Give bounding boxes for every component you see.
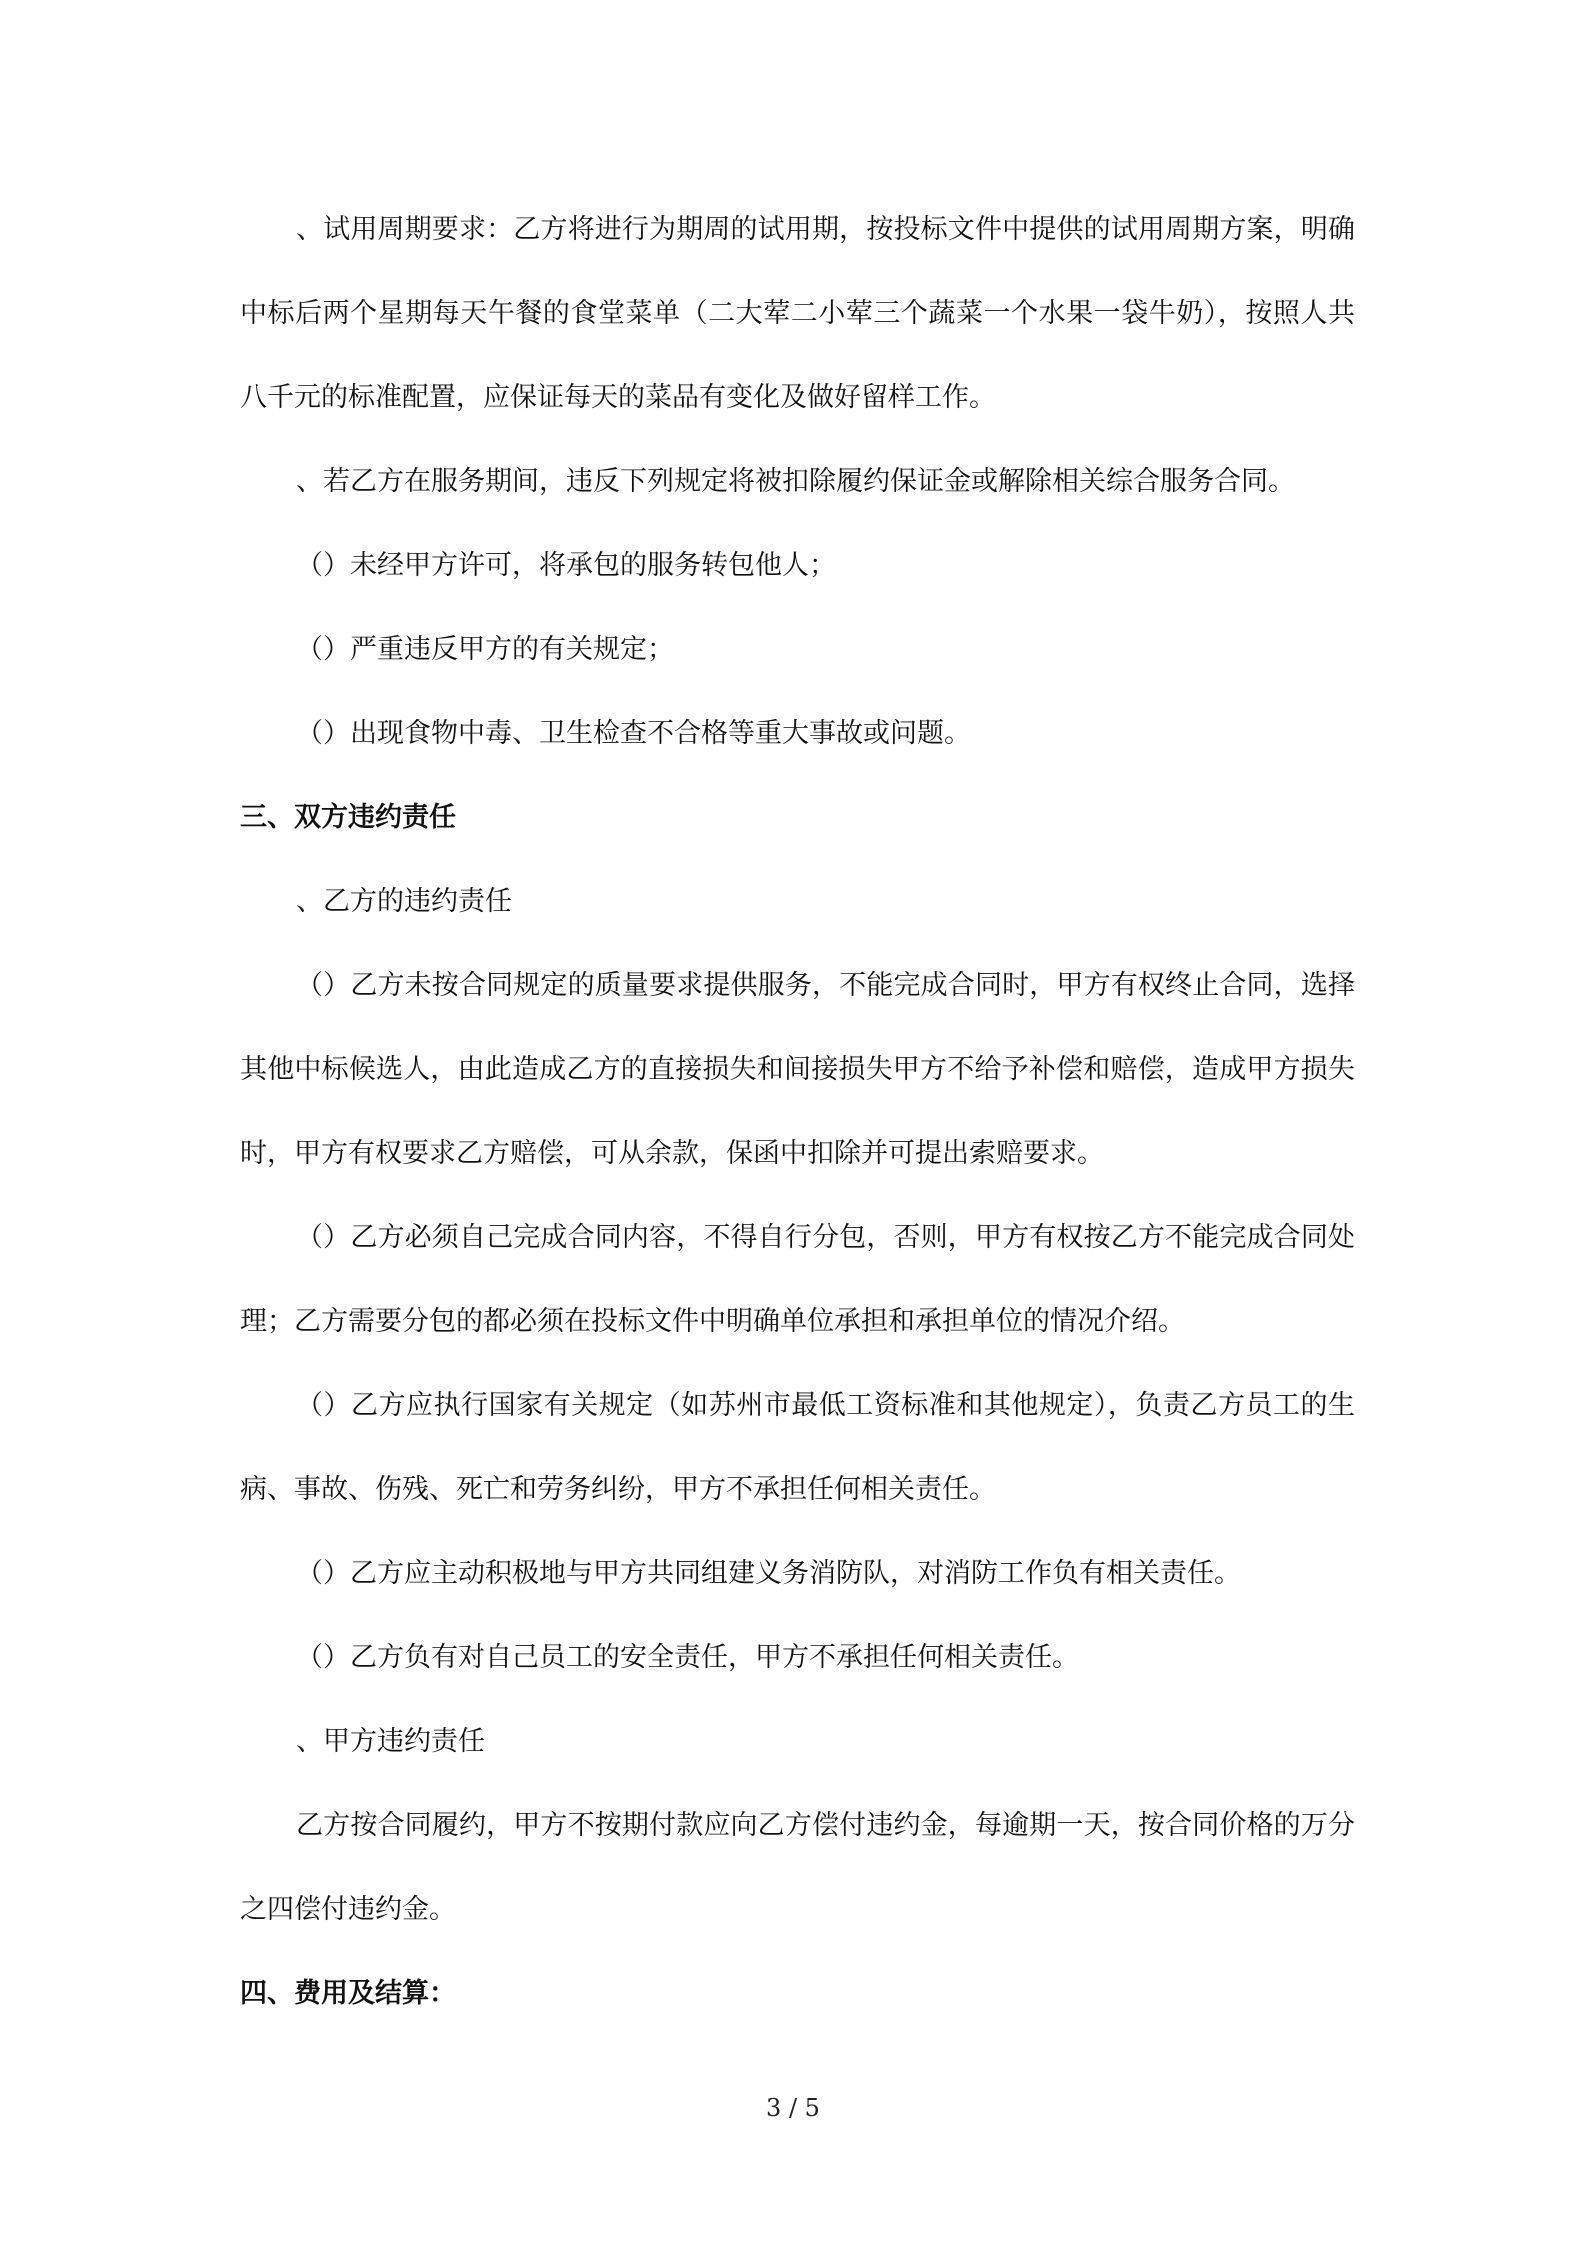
list-item-serious-violation: （）严重违反甲方的有关规定； (296, 634, 674, 665)
subheading-party-b-liability: 、乙方的违约责任 (296, 886, 512, 917)
list-item-quality-requirements: （）乙方未按合同规定的质量要求提供服务，不能完成合同时，甲方有权终止合同，选择其他中标候选人，由此造成乙方的直接损失和间接损失甲方不给予补偿和赔偿，造成甲方损失时，甲方有权要求乙方赔偿，可从余款，保函中扣除并可提出索赔要求。 (240, 970, 1355, 1169)
paragraph-late-payment: 乙方按合同履约，甲方不按期付款应向乙方偿付违约金，每逾期一天，按合同价格的万分之四偿付违约金。 (240, 1810, 1355, 1925)
list-item-subcontract: （）未经甲方许可，将承包的服务转包他人； (296, 550, 836, 581)
page-number: 3 / 5 (766, 2094, 820, 2122)
section-heading-breach-liability: 三、双方违约责任 (240, 802, 456, 833)
paragraph-trial-period: 、试用周期要求：乙方将进行为期周的试用期，按投标文件中提供的试用周期方案，明确中标后两个星期每天午餐的食堂菜单（二大荤二小荤三个蔬菜一个水果一袋牛奶），按照人共八千元的标准配置，应保证每天的菜品有变化及做好留样工作。 (240, 214, 1355, 413)
list-item-no-subcontracting: （）乙方必须自己完成合同内容，不得自行分包，否则，甲方有权按乙方不能完成合同处理；乙方需要分包的都必须在投标文件中明确单位承担和承担单位的情况介绍。 (240, 1222, 1355, 1337)
subheading-party-a-liability: 、甲方违约责任 (296, 1726, 485, 1757)
list-item-fire-brigade: （）乙方应主动积极地与甲方共同组建义务消防队，对消防工作负有相关责任。 (296, 1558, 1241, 1589)
list-item-food-poisoning: （）出现食物中毒、卫生检查不合格等重大事故或问题。 (296, 718, 971, 749)
list-item-staff-safety: （）乙方负有对自己员工的安全责任，甲方不承担任何相关责任。 (296, 1642, 1079, 1673)
paragraph-violation-rules: 、若乙方在服务期间，违反下列规定将被扣除履约保证金或解除相关综合服务合同。 (296, 466, 1295, 497)
list-item-labor-regulations: （）乙方应执行国家有关规定（如苏州市最低工资标准和其他规定），负责乙方员工的生病、事故、伤残、死亡和劳务纠纷，甲方不承担任何相关责任。 (240, 1390, 1355, 1505)
section-heading-fees-settlement: 四、费用及结算： (240, 1978, 456, 2009)
